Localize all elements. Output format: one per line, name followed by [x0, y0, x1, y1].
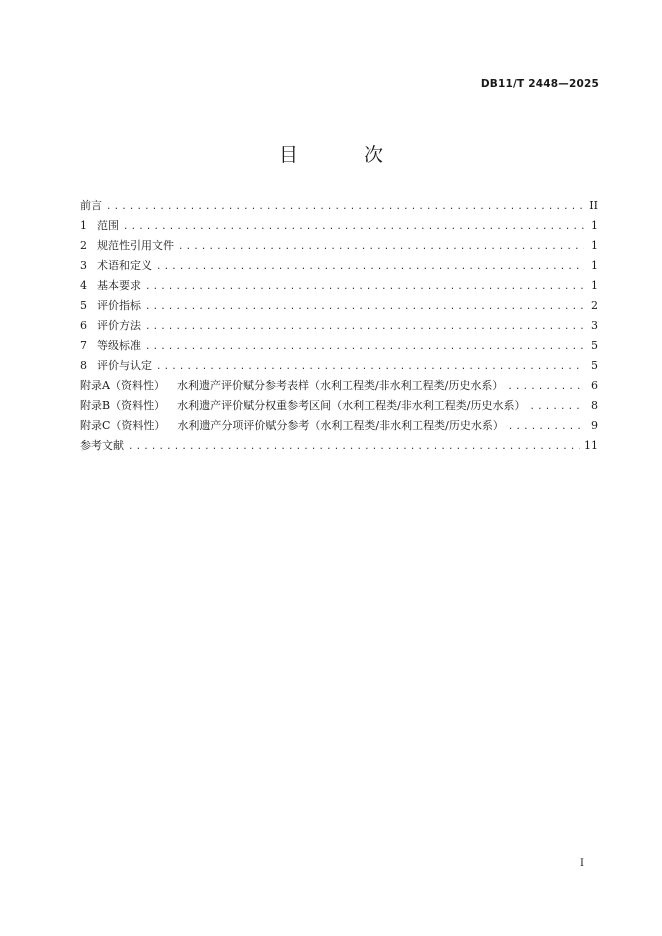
- toc-entry-label: 评价方法: [97, 319, 141, 332]
- table-of-contents: [80, 196, 598, 456]
- toc-entry-label: 前言: [80, 199, 102, 212]
- toc-entry-page: 3: [591, 319, 598, 332]
- toc-leader-dots: [156, 357, 584, 377]
- toc-entry-appendix-a[interactable]: [80, 376, 598, 396]
- toc-entry-label: 附录B（资料性）: [80, 399, 166, 412]
- toc-entry-bibliography[interactable]: [80, 436, 598, 456]
- toc-entry-evaluation-indicators[interactable]: [80, 296, 598, 316]
- toc-entry-number: 7: [80, 339, 87, 352]
- toc-leader-dots: [145, 337, 584, 357]
- toc-entry-label: 参考文献: [80, 439, 124, 452]
- toc-entry-basic-requirements[interactable]: [80, 276, 598, 296]
- toc-entry-page: 9: [591, 419, 598, 432]
- toc-entry-grade-standards[interactable]: [80, 336, 598, 356]
- toc-leader-dots: [128, 437, 580, 457]
- toc-entry-page: 6: [591, 379, 598, 392]
- page-number: I: [580, 858, 584, 869]
- toc-entry-label: 范围: [97, 219, 119, 232]
- toc-entry-number: 1: [80, 219, 87, 232]
- toc-leader-dots: [123, 217, 584, 237]
- toc-entry-label: 评价指标: [97, 299, 141, 312]
- toc-entry-label: 等级标准: [97, 339, 141, 352]
- toc-entry-scope[interactable]: [80, 216, 598, 236]
- toc-entry-page: 1: [591, 219, 598, 232]
- toc-leader-dots: [530, 397, 584, 417]
- toc-leader-dots: [508, 417, 584, 437]
- document-code: DB11/T 2448—2025: [480, 78, 599, 90]
- toc-entry-subtitle: 水利遗产评价赋分参考表样（水利工程类/非水利工程类/历史水系）: [176, 379, 504, 392]
- toc-entry-number: 4: [80, 279, 87, 292]
- toc-entry-number: 8: [80, 359, 87, 372]
- toc-entry-evaluation-methods[interactable]: [80, 316, 598, 336]
- toc-entry-page: 1: [591, 279, 598, 292]
- toc-entry-page: 5: [591, 339, 598, 352]
- toc-entry-page: 11: [584, 439, 598, 452]
- toc-entry-number: 5: [80, 299, 87, 312]
- toc-title: 目 次: [278, 144, 414, 166]
- toc-entry-subtitle: 水利遗产分项评价赋分参考（水利工程类/非水利工程类/历史水系）: [177, 419, 504, 432]
- toc-entry-appendix-b[interactable]: [80, 396, 598, 416]
- toc-entry-label: 术语和定义: [97, 259, 152, 272]
- toc-entry-page: 5: [591, 359, 598, 372]
- toc-entry-page: 1: [591, 239, 598, 252]
- toc-entry-page: 8: [591, 399, 598, 412]
- toc-entry-page: 2: [591, 299, 598, 312]
- toc-entry-number: 3: [80, 259, 87, 272]
- toc-entry-normative-references[interactable]: [80, 236, 598, 256]
- toc-entry-label: 规范性引用文件: [97, 239, 174, 252]
- toc-leader-dots: [145, 317, 584, 337]
- toc-entry-terms-definitions[interactable]: [80, 256, 598, 276]
- toc-entry-label: 附录C（资料性）: [80, 419, 166, 432]
- toc-leader-dots: [156, 257, 584, 277]
- toc-leader-dots: [106, 197, 584, 217]
- toc-entry-subtitle: 水利遗产评价赋分权重参考区间（水利工程类/非水利工程类/历史水系）: [177, 399, 526, 412]
- toc-entry-foreword[interactable]: [80, 196, 598, 216]
- toc-leader-dots: [145, 297, 584, 317]
- toc-entry-page: II: [589, 199, 598, 212]
- toc-entry-appendix-c[interactable]: [80, 416, 598, 436]
- toc-entry-number: 6: [80, 319, 87, 332]
- toc-leader-dots: [178, 237, 584, 257]
- toc-entry-label: 基本要求: [97, 279, 141, 292]
- toc-entry-label: 评价与认定: [97, 359, 152, 372]
- toc-entry-page: 1: [591, 259, 598, 272]
- toc-entry-number: 2: [80, 239, 87, 252]
- toc-entry-evaluation-recognition[interactable]: [80, 356, 598, 376]
- toc-leader-dots: [145, 277, 584, 297]
- toc-leader-dots: [507, 377, 584, 397]
- toc-entry-label: 附录A（资料性）: [80, 379, 165, 392]
